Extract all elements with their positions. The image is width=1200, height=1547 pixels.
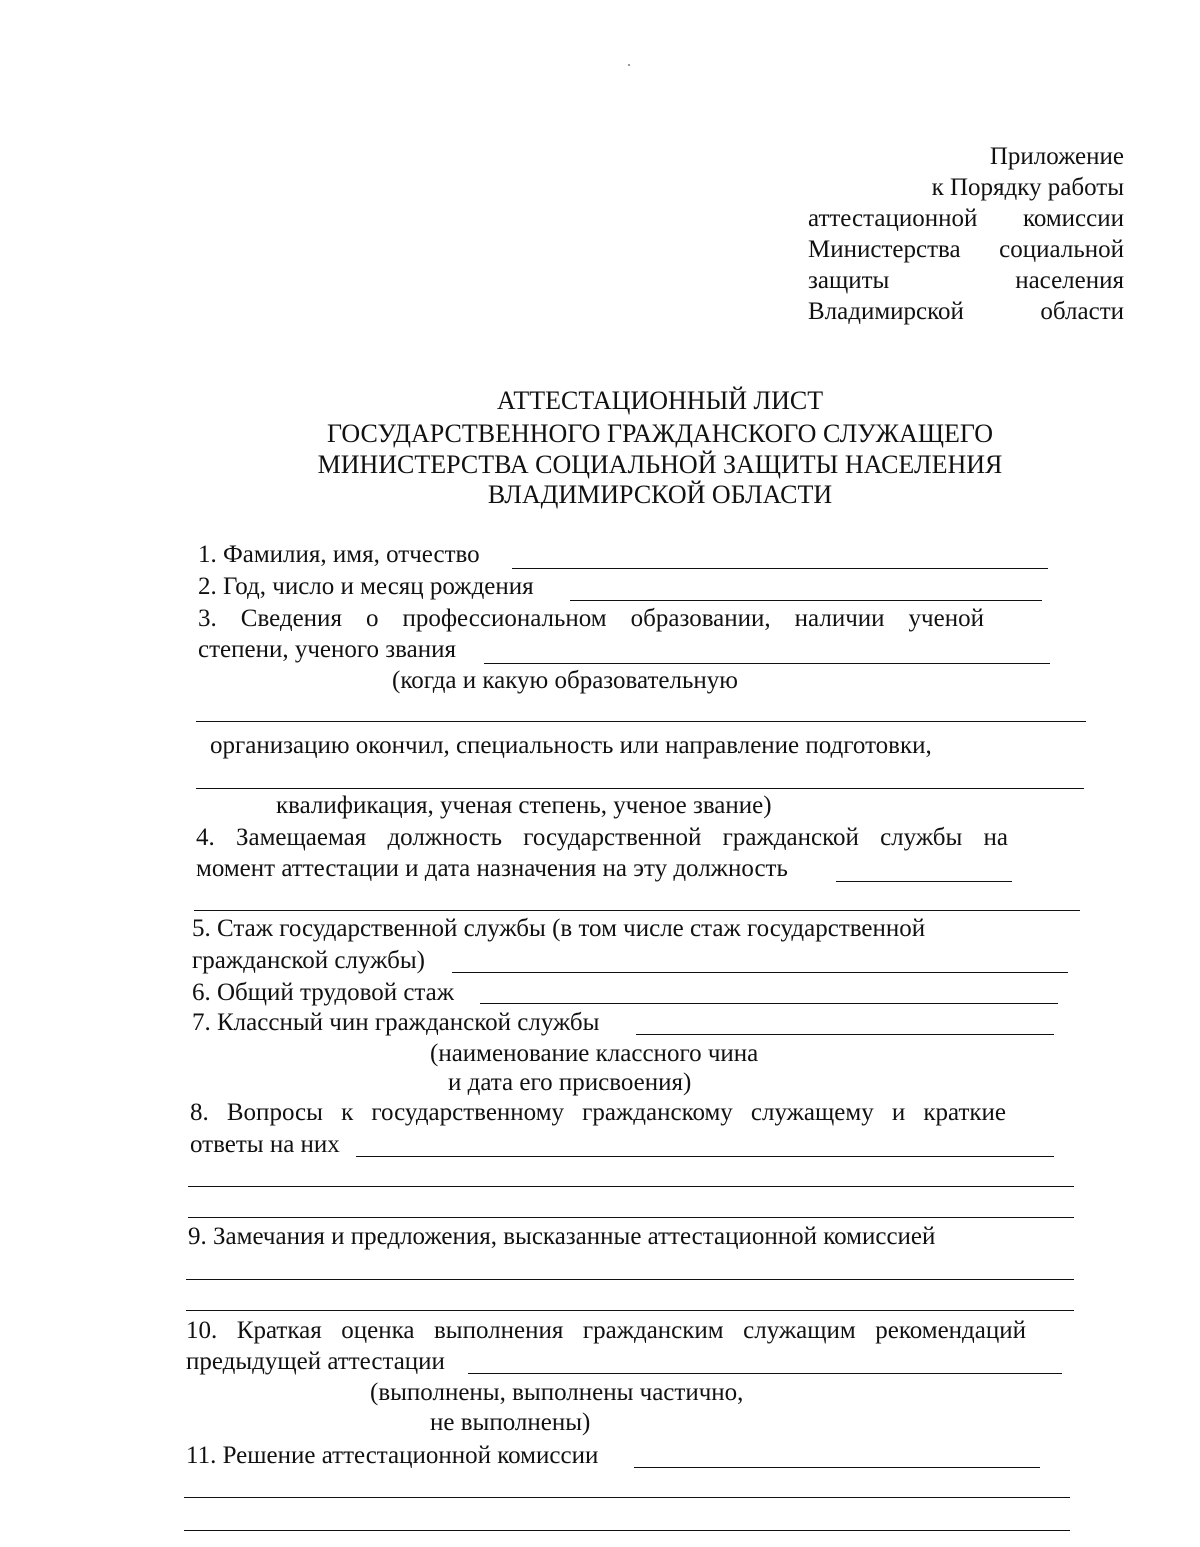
- item-11-field-line-2[interactable]: [184, 1497, 1070, 1498]
- item-7-label: 7. Классный чин гражданской службы: [192, 1009, 600, 1036]
- item-5-field-line[interactable]: [452, 972, 1068, 973]
- item-5-label-line-1: 5. Стаж государственной службы (в том числе стаж государственной: [192, 915, 926, 942]
- appendix-line-4: Министерства социальной: [808, 236, 1124, 263]
- item-10-label-line-2: предыдущей аттестации: [186, 1348, 445, 1375]
- item-8-field-line-1[interactable]: [356, 1156, 1054, 1157]
- item-3-field-line-1[interactable]: [484, 663, 1050, 664]
- item-3-field-line-2[interactable]: [196, 721, 1086, 722]
- item-11-field-line-1[interactable]: [634, 1467, 1040, 1468]
- item-2-label: 2. Год, число и месяц рождения: [198, 573, 534, 600]
- item-7-hint-1: (наименование классного чина: [430, 1040, 759, 1067]
- title-line-4: ВЛАДИМИРСКОЙ ОБЛАСТИ: [487, 480, 833, 509]
- item-8-label-line-1: 8. Вопросы к государственному гражданскому служащему и краткие: [190, 1099, 1006, 1126]
- item-10-hint-2: не выполнены): [430, 1409, 591, 1436]
- appendix-block: [808, 141, 1124, 327]
- item-9-field-line-1[interactable]: [186, 1279, 1074, 1280]
- item-6-field-line[interactable]: [480, 1003, 1058, 1004]
- item-3-hint-2: организацию окончил, специальность или направление подготовки,: [210, 732, 932, 759]
- item-3-label-line-1: 3. Сведения о профессиональном образовании, наличии ученой: [198, 605, 984, 632]
- item-2-field-line[interactable]: [570, 600, 1042, 601]
- item-8-label-line-2: ответы на них: [190, 1131, 340, 1158]
- title-line-2: ГОСУДАРСТВЕННОГО ГРАЖДАНСКОГО СЛУЖАЩЕГО: [326, 419, 994, 448]
- item-4-field-line-2[interactable]: [194, 910, 1080, 911]
- item-3-hint-1: (когда и какую образовательную: [392, 667, 738, 694]
- item-7-field-line[interactable]: [636, 1034, 1054, 1035]
- item-5-label-line-2: гражданской службы): [192, 947, 425, 974]
- item-4-label-line-1: 4. Замещаемая должность государственной гражданской службы на: [196, 824, 1008, 851]
- appendix-line-3: аттестационной комиссии: [808, 205, 1124, 232]
- item-6-label: 6. Общий трудовой стаж: [192, 979, 455, 1006]
- item-1-field-line[interactable]: [512, 568, 1048, 569]
- item-3-field-line-3[interactable]: [196, 788, 1084, 789]
- item-11-field-line-3[interactable]: [184, 1530, 1070, 1531]
- item-4-label-line-2: момент аттестации и дата назначения на эту должность: [196, 855, 788, 882]
- appendix-line-5: защиты населения: [808, 267, 1124, 294]
- appendix-line-2: к Порядку работы: [931, 174, 1124, 201]
- item-10-label-line-1: 10. Краткая оценка выполнения гражданским служащим рекомендаций: [186, 1317, 1026, 1344]
- item-10-hint-1: (выполнены, выполнены частично,: [370, 1379, 744, 1406]
- item-8-field-line-2[interactable]: [188, 1186, 1074, 1187]
- title-line-3: МИНИСТЕРСТВА СОЦИАЛЬНОЙ ЗАЩИТЫ НАСЕЛЕНИЯ: [317, 450, 1003, 479]
- item-9-label: 9. Замечания и предложения, высказанные аттестационной комиссией: [188, 1223, 936, 1250]
- item-4-field-line-1[interactable]: [836, 881, 1012, 882]
- item-11-label: 11. Решение аттестационной комиссии: [186, 1442, 599, 1469]
- appendix-line-6: Владимирской области: [808, 298, 1124, 325]
- item-10-field-line[interactable]: [468, 1373, 1062, 1374]
- scan-speck: [628, 64, 630, 66]
- item-3-hint-3: квалификация, ученая степень, ученое звание): [276, 792, 772, 819]
- item-9-field-line-2[interactable]: [186, 1310, 1074, 1311]
- item-7-hint-2: и дата его присвоения): [448, 1069, 692, 1096]
- title-line-1: АТТЕСТАЦИОННЫЙ ЛИСТ: [496, 386, 824, 415]
- item-8-field-line-3[interactable]: [188, 1217, 1074, 1218]
- appendix-line-1: Приложение: [989, 143, 1124, 170]
- item-3-label-line-2: степени, ученого звания: [198, 636, 456, 663]
- item-1-label: 1. Фамилия, имя, отчество: [198, 541, 480, 568]
